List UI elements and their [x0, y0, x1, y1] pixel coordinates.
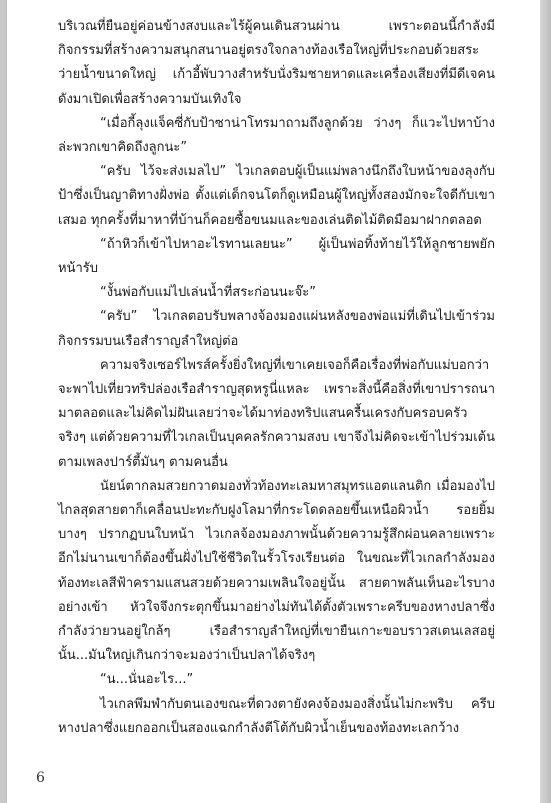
paragraph: “เมื่อกี้ลุงแจ็คซี่กับป้าซาน่าโทรมาถามถึงลูกด้วย ว่างๆ ก็แวะไปหาบ้างล่ะพวกเขาคิดถึงลูกนะ”	[58, 115, 495, 156]
paragraph: “ครับ” ไวเกลตอบรับพลางจ้องมองแผ่นหลังของพ่อแม่ที่เดินไปเข้าร่วมกิจกรรมบนเรือสำราญลำใหญ่ต่อ	[58, 309, 495, 349]
paragraph: “น...นั่นอะไร...”	[100, 672, 194, 688]
paragraph: บริเวณที่ยืนอยู่ค่อนข้างสงบและไร้ผู้คนเดินสวนผ่าน เพราะตอนนี้กำลังมีกิจกรรมที่สร้างความสนุกสนานอยู่ตรงใจกลางท้องเรือใหญ่ที่ประกอบด้วยสระว่ายน้ำขนาดใหญ่ เก้าอี้พับวางสำหรับนั่งริมชายหาดและเครื่องเสียงที่มีดีเจคนดังมาเปิดเพื่อสร้างความบันเทิงใจ	[58, 19, 495, 107]
paragraph: นัยน์ตากลมสวยกวาดมองทั่วท้องทะเลมหาสมุทรแอตแลนติก เมื่อมองไปไกลสุดสายตาก็เคลื่อนปะทะกับฝูงโลมาที่กระโดดลอยขึ้นเหนือผิวน้ำ รอยยิ้มบางๆ ปรากฏบนใบหน้า ไวเกลจ้องมองภาพนั้นด้วยความรู้สึกผ่อนคลายเพราะอีกไม่นานเขาก็ต้องขึ้นฝั่งไปใช้ชีวิตในรั้วโรงเรียนต่อ ในขณะที่ไวเกลกำลังมองท้องทะเลสีฟ้าครามแสนสวยด้วยความเพลินใจอยู่นั้น สายตาพลันเห็นอะไรบางอย่างเข้า หัวใจจึงกระตุกขึ้นมาอย่างไม่ทันได้ตั้งตัวเพราะครีบของหางปลาซึ่งกำลังว่ายวนอยู่ใกล้ๆ เรือสำราญลำใหญ่ที่เขายืนเกาะขอบราวสเตนเลสอยู่นั้น...มันใหญ่เกินกว่าจะมองว่าเป็นปลาได้จริงๆ	[58, 478, 495, 664]
body-text	[58, 15, 495, 741]
paragraph: ความจริงเซอร์ไพรส์ครั้งยิ่งใหญ่ที่เขาเคยเจอก็คือเรื่องที่พ่อกับแม่บอกว่าจะพาไปเที่ยวทริปล่องเรือสำราญสุดหรูนี่แหละ เพราะสิ่งนี้คือสิ่งที่เขาปรารถนามาตลอดและไม่คิดไม่ฝันเลยว่าจะได้มาท่องทริปแสนครื้นเครงกับครอบครัวจริงๆ แต่ด้วยความที่ไวเกลเป็นบุคคลรักความสงบ เขาจึงไม่คิดจะเข้าไปร่วมเต้นตามเพลงปาร์ตี้มันๆ ตามคนอื่น	[58, 357, 495, 470]
page-number: 6	[36, 770, 45, 786]
viewer-background	[540, 0, 551, 803]
paragraph: “ถ้าหิวก็เข้าไปหาอะไรทานเลยนะ” ผู้เป็นพ่อทิ้งท้ายไว้ให้ลูกชายพยักหน้ารับ	[58, 236, 495, 277]
paragraph: ไวเกลพึมพำกับตนเองขณะที่ดวงตายังคงจ้องมองสิ่งนั้นไม่กะพริบ ครีบหางปลาซึ่งแยกออกเป็นสองแฉกกำลังตีโต้กับผิวน้ำเย็นของท้องทะเลกว้าง	[58, 696, 495, 736]
paragraph: “งั้นพ่อกับแม่ไปเล่นน้ำที่สระก่อนนะจ๊ะ”	[100, 285, 316, 301]
book-page	[7, 0, 540, 803]
paragraph: “ครับ ไว้จะส่งเมลไป” ไวเกลตอบผู้เป็นแม่พลางนึกถึงใบหน้าของลุงกับป้าซึ่งเป็นญาติทางฝั่งพ่อ ตั้งแต่เด็กจนโตก็ดูเหมือนผู้ใหญ่ทั้งสองมักจะใจดีกับเขาเสมอ ทุกครั้งที่มาหาที่บ้านก็คอยซื้อขนมและของเล่นติดไม้ติดมือมาฝากตลอด	[58, 164, 495, 228]
